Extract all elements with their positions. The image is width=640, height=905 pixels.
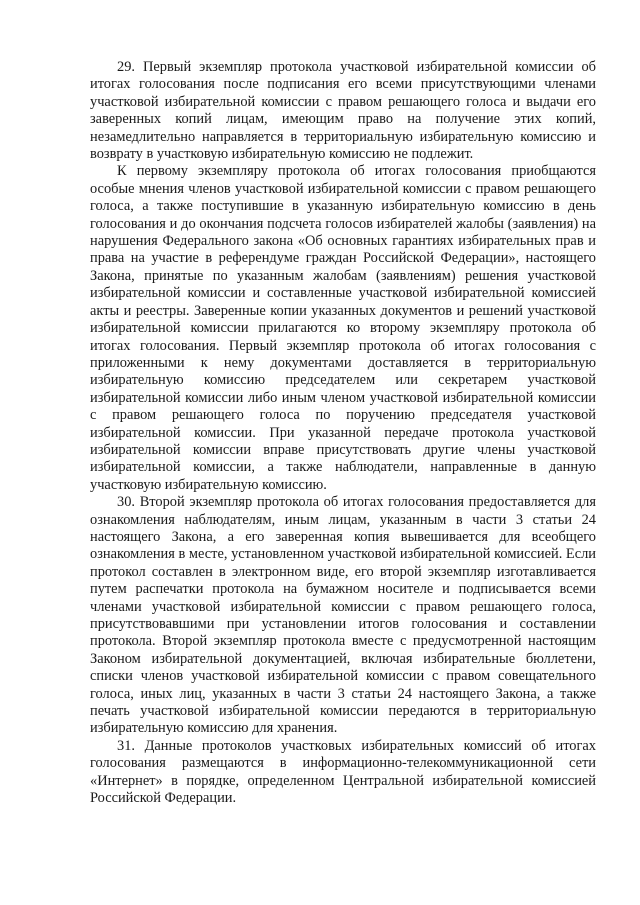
paragraph-31: 31. Данные протоколов участковых избирательных комиссий об итогах голосования размещаются в информационно-телекоммуникационной сети «Интернет» в порядке, определенном Центральной избирательной комиссией Российской Федерации. (90, 737, 596, 807)
paragraph-29-continued: К первому экземпляру протокола об итогах голосования приобщаются особые мнения членов участковой избирательной комиссии с правом решающего голоса, а также поступившие в указанную избирательную комиссию в день голосования и до окончания подсчета голосов избирателей жалобы (заявления) на нарушения Федерального закона «Об основных гарантиях избирательных прав и права на участие в референдуме граждан Российской Федерации», настоящего Закона, принятые по указанным жалобам (заявлениям) решения участковой избирательной комиссии и составленные участковой избирательной комиссией акты и реестры. Заверенные копии указанных документов и решений участковой избирательной комиссии прилагаются ко второму экземпляру протокола об итогах голосования. Первый экземпляр протокола об итогах голосования с приложенными к нему документами доставляется в территориальную избирательную комиссию председателем или секретарем участковой избирательной комиссии либо иным членом участковой избирательной комиссии с правом решающего голоса по поручению председателя участковой избирательной комиссии. При указанной передаче протокола участковой избирательной комиссии вправе присутствовать другие члены участковой избирательной комиссии, а также наблюдатели, направленные в данную участковую избирательную комиссию. (90, 163, 596, 493)
document-page (90, 59, 596, 807)
paragraph-30: 30. Второй экземпляр протокола об итогах голосования предоставляется для ознакомления наблюдателям, иным лицам, указанным в части 3 статьи 24 настоящего Закона, а его заверенная копия вывешивается для всеобщего ознакомления в месте, установленном участковой избирательной комиссией. Если протокол составлен в электронном виде, его второй экземпляр изготавливается путем распечатки протокола на бумажном носителе и подписывается всеми членами участковой избирательной комиссии с правом решающего голоса, присутствовавшими при установлении итогов голосования и составлении протокола. Второй экземпляр протокола вместе с предусмотренной настоящим Законом избирательной документацией, включая избирательные бюллетени, списки членов участковой избирательной комиссии с правом совещательного голоса, иных лиц, указанных в части 3 статьи 24 настоящего Закона, а также печать участковой избирательной комиссии передаются в территориальную избирательную комиссию для хранения. (90, 494, 596, 737)
paragraph-29: 29. Первый экземпляр протокола участковой избирательной комиссии об итогах голосования после подписания его всеми присутствующими членами участковой избирательной комиссии с правом решающего голоса и выдачи его заверенных копий лицам, имеющим право на получение этих копий, незамедлительно направляется в территориальную избирательную комиссию и возврату в участковую избирательную комиссию не подлежит. (90, 59, 596, 163)
